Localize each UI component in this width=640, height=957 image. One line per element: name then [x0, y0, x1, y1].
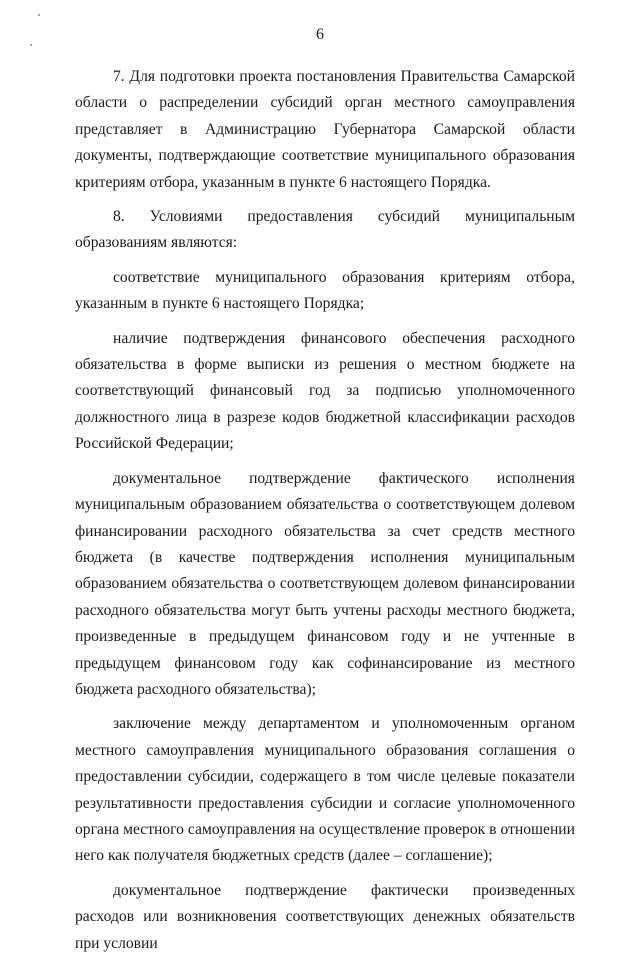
paragraph-condition-expenses: документальное подтверждение фактически произведенных расходов или возникновения соответствующих денежных обязательств при условии	[75, 881, 575, 952]
paragraph-item-7: 7. Для подготовки проекта постановления Правительства Самарской области о распределении субсидий орган местного самоуправления представляет в Администрацию Губернатора Самарской области документы, подтверждающие соответствие муниципального образования критериям отбора, указанным в пункте 6 настоящего Порядка.	[75, 68, 575, 191]
scan-speck	[38, 14, 40, 16]
page-number: 6	[316, 26, 324, 43]
paragraph-item-8: 8. Условиями предоставления субсидий муниципальным образованиям являются:	[75, 208, 575, 252]
paragraph-condition-agreement: заключение между департаментом и уполномоченным органом местного самоуправления муниципального образования соглашения о предоставлении субсидии, содержащего в том числе целевые показатели результативности предоставления субсидии и согласие уполномоченного органа местного самоуправления на осуществление проверок в отношении него как получателя бюджетных средств (далее – соглашение);	[75, 715, 575, 865]
scan-speck	[30, 44, 32, 46]
paragraph-condition-criteria: соответствие муниципального образования критериям отбора, указанным в пункте 6 настоящего Порядка;	[75, 268, 575, 313]
paragraph-condition-cofinancing: документальное подтверждение фактического исполнения муниципальным образованием обязательства о соответствующем долевом финансировании расходного обязательства за счет средств местного бюджета (в качестве подтверждения исполнения муниципальным образованием обязательства о соответствующем долевом финансировании расходного обязательства могут быть учтены расходы местного бюджета, произведенные в предыдущем финансовом году и не учтенные в предыдущем финансовом году как софинансирование из местного бюджета расходного обязательства);	[75, 469, 575, 698]
document-body	[75, 64, 575, 957]
paragraph-condition-financing: наличие подтверждения финансового обеспечения расходного обязательства в форме выписки из решения о местном бюджете на соответствующий финансовый год за подписью уполномоченного должностного лица в разрезе кодов бюджетной классификации расходов Российской Федерации;	[75, 329, 575, 453]
